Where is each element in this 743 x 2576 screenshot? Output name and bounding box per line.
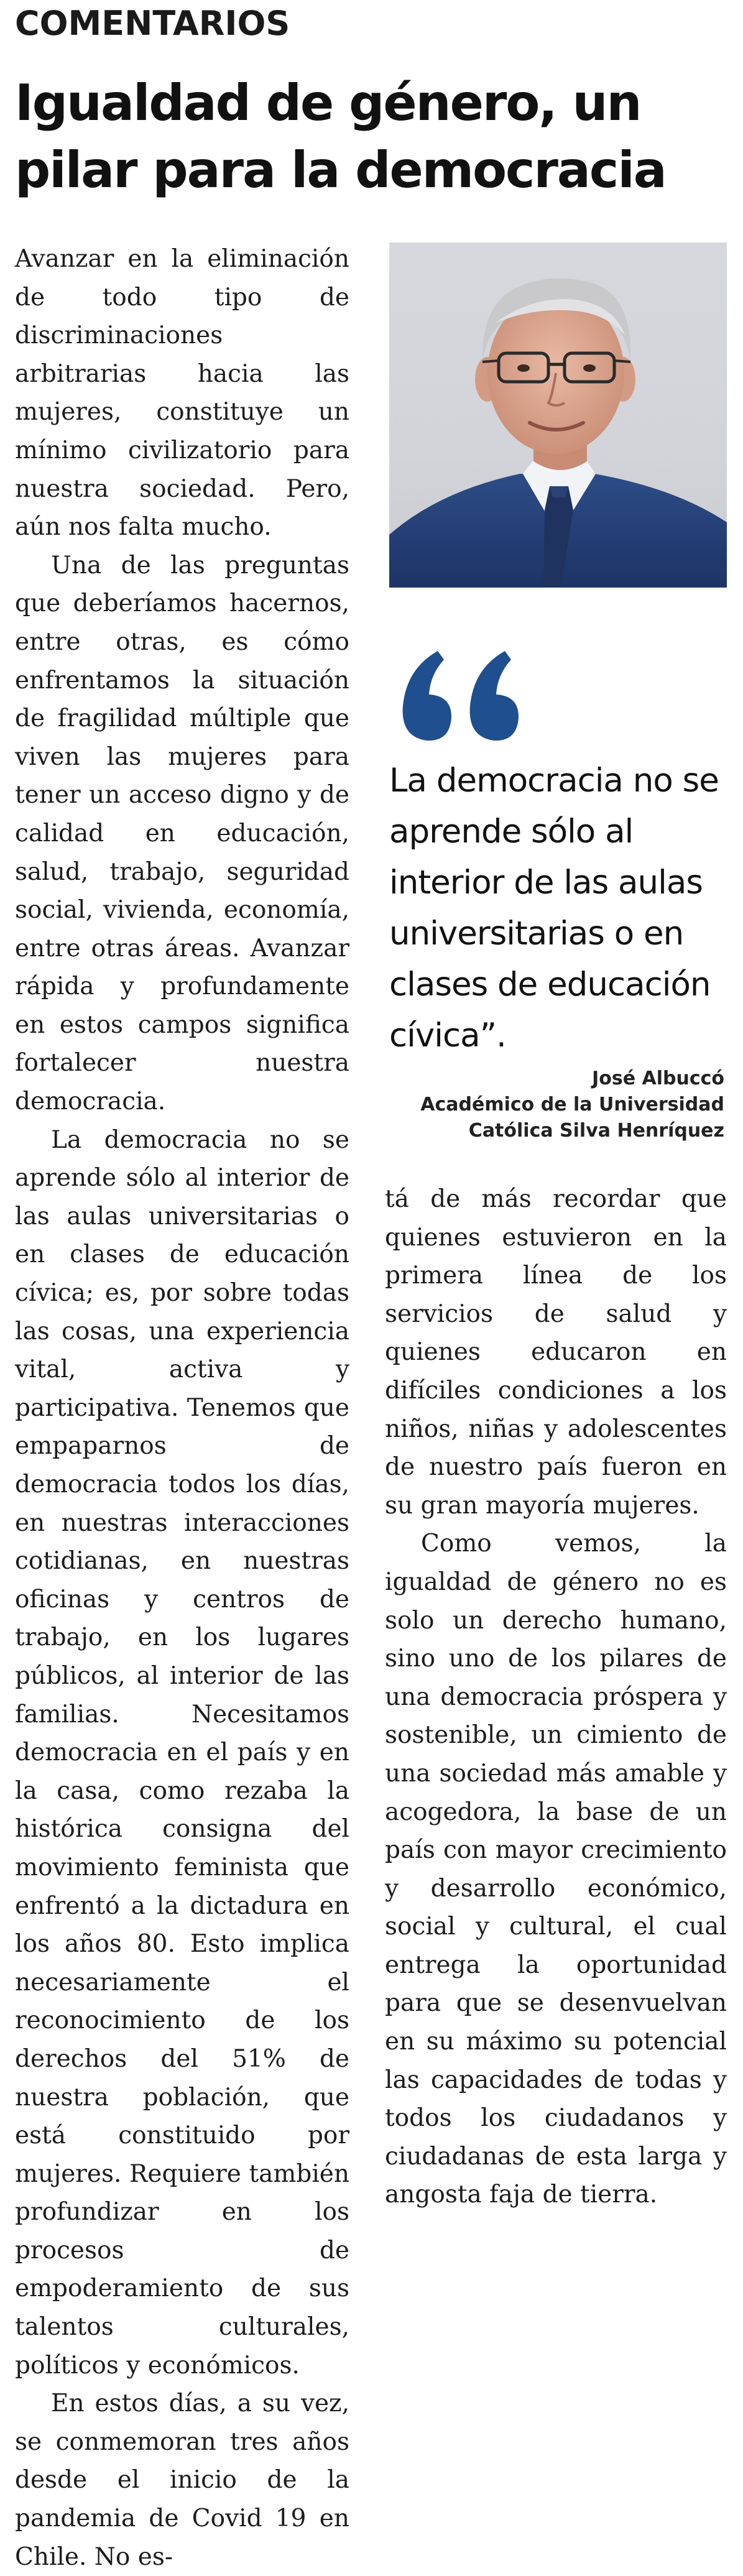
- author-name: José Albuccó: [592, 1068, 724, 1089]
- headline-line-1: Igualdad de género, un: [15, 74, 641, 132]
- paragraph: Avanzar en la eliminación de todo tipo de discriminaciones arbitrarias hacia las mujeres, constituye un mínimo civilizatorio para nuestra sociedad. Pero, aún nos falta mucho.: [15, 245, 349, 542]
- author-role-line-1: Académico de la Universidad: [420, 1094, 724, 1115]
- author-role-line-2: Católica Silva Henríquez: [468, 1120, 724, 1142]
- byline: [376, 1066, 724, 1144]
- author-portrait: [389, 242, 727, 588]
- opening-quote-icon: [394, 644, 519, 749]
- headline: [15, 70, 736, 204]
- paragraph: La democracia no se aprende sólo al interior de las aulas universitarias o en clases de educación cívica; es, por sobre todas las cosas, una experiencia vital, activa y participativa. Tenemos que empaparnos de democracia todos los días, en nuestras interacciones cotidianas, en nuestras oficinas y centros de trabajo, en los lugares públicos, al interior de las familias. Necesitamos democracia en el país y en la casa, como rezaba la histórica consigna del movimiento feminista que enfrentó a la dictadura en los años 80. Esto implica necesariamente el reconocimiento de los derechos del 51% de nuestra población, que está constituido por mujeres. Requiere también profundizar en los procesos de empoderamiento de sus talentos culturales, políticos y económicos.: [15, 1125, 349, 2380]
- headline-line-2: pilar para la democracia: [15, 141, 666, 199]
- paragraph: Como vemos, la igualdad de género no es solo un derecho humano, sino uno de los pilares de una democracia próspera y sostenible, un cimiento de una sociedad más amable y acogedora, la base de un país con mayor crecimiento y desarrollo económico, social y cultural, el cual entrega la oportunidad para que se desenvuelvan en su máximo su potencial las capacidades de todas y todos los ciudadanos y ciudadanas de esta larga y angosta faja de tierra.: [385, 1530, 727, 2209]
- left-column: [15, 240, 349, 2576]
- paragraph: Una de las preguntas que deberíamos hacernos, entre otras, es cómo enfrentamos la situación de fragilidad múltiple que viven las mujeres para tener un acceso digno y de calidad en educación, salud, trabajo, seguridad social, vivienda, economía, entre otras áreas. Avanzar rápida y profundamente en estos campos significa fortalecer nuestra democracia.: [15, 551, 349, 1116]
- pull-quote: La democracia no se aprende sólo al interior de las aulas universitarias o en clases de educación cívica”.: [389, 762, 719, 1055]
- right-column: [385, 1180, 727, 2214]
- paragraph: En estos días, a su vez, se conmemoran tres años desde el inicio de la pandemia de Covid 19 en Chile. No es-: [15, 2389, 349, 2571]
- paragraph: tá de más recordar que quienes estuvieron en la primera línea de los servicios de salud y quienes educaron en difíciles condiciones a los niños, niñas y adolescentes de nuestro país fueron en su gran mayoría mujeres.: [385, 1185, 727, 1520]
- section-label: COMENTARIOS: [15, 4, 290, 43]
